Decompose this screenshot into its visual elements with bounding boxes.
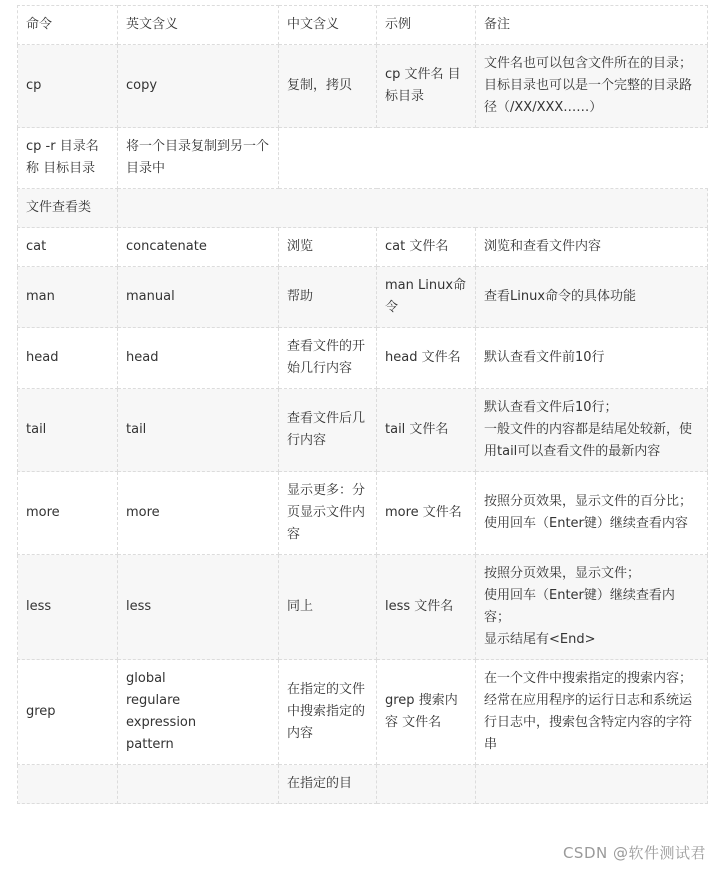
cell-example: cat 文件名 (377, 228, 476, 267)
cell-command: man (18, 267, 118, 328)
cell-english: 将一个目录复制到另一个目录中 (118, 128, 279, 189)
header-cell: 英文含义 (118, 6, 279, 45)
header-cell: 备注 (476, 6, 708, 45)
cell-note (476, 45, 708, 128)
english-line: expression (126, 715, 197, 730)
cell-command (18, 765, 118, 804)
cell-command: head (18, 328, 118, 389)
table-row (18, 765, 708, 804)
cell-note (476, 555, 708, 660)
english-line: global (126, 671, 166, 686)
cell-command: grep (18, 660, 118, 765)
cell-chinese: 同上 (279, 555, 377, 660)
table-row (18, 660, 708, 765)
note-line: 默认查看文件后10行； (484, 400, 618, 415)
cell-example: man Linux命令 (377, 267, 476, 328)
note-line: 按照分页效果，显示文件的百分比； (484, 494, 693, 509)
cell-command: cp (18, 45, 118, 128)
cell-chinese: 在指定的目 (279, 765, 377, 804)
cell-example: tail 文件名 (377, 389, 476, 472)
cell-command: cp -r 目录名称 目标目录 (18, 128, 118, 189)
table-row (18, 328, 708, 389)
cell-chinese: 显示更多：分页显示文件内容 (279, 472, 377, 555)
english-line: pattern (126, 737, 174, 752)
watermark: CSDN @软件测试君 (562, 844, 706, 862)
cell-chinese: 复制，拷贝 (279, 45, 377, 128)
cell-chinese: 查看文件的开始几行内容 (279, 328, 377, 389)
note-line: 一般文件的内容都是结尾处较新，使用tail可以查看文件的最新内容 (484, 422, 693, 459)
cell-english: head (118, 328, 279, 389)
header-cell: 示例 (377, 6, 476, 45)
cell-note: 默认查看文件前10行 (476, 328, 708, 389)
table-row (18, 128, 708, 189)
note-line: 使用回车（Enter键）继续查看内容 (484, 516, 688, 531)
header-cell: 命令 (18, 6, 118, 45)
cell-command: tail (18, 389, 118, 472)
cell-chinese: 浏览 (279, 228, 377, 267)
cell-chinese: 帮助 (279, 267, 377, 328)
cell-english (118, 765, 279, 804)
cell-example: more 文件名 (377, 472, 476, 555)
note-line: 在一个文件中搜索指定的搜索内容； (484, 671, 693, 686)
cell-english: less (118, 555, 279, 660)
command-table (17, 5, 708, 804)
note-line: 经常在应用程序的运行日志和系统运行日志中，搜索包含特定内容的字符串 (484, 693, 693, 752)
cell-english: more (118, 472, 279, 555)
section-label: 文件查看类 (18, 189, 118, 228)
note-line: 目标目录也可以是一个完整的目录路径（/XX/XXX……） (484, 78, 693, 115)
english-line: regulare (126, 693, 181, 708)
cell-english (118, 660, 279, 765)
cell-english: tail (118, 389, 279, 472)
cell-example: less 文件名 (377, 555, 476, 660)
table-row (18, 472, 708, 555)
cell-chinese: 在指定的文件中搜索指定的内容 (279, 660, 377, 765)
cell-example: grep 搜索内容 文件名 (377, 660, 476, 765)
cell-example: cp 文件名 目标目录 (377, 45, 476, 128)
table-row (18, 45, 708, 128)
note-line: 使用回车（Enter键）继续查看内容； (484, 588, 675, 625)
cell-command: cat (18, 228, 118, 267)
note-line: 文件名也可以包含文件所在的目录； (484, 56, 693, 71)
table-header-row (18, 6, 708, 45)
cell-example (377, 765, 476, 804)
table-row (18, 389, 708, 472)
cell-chinese: 查看文件后几行内容 (279, 389, 377, 472)
table-row (18, 555, 708, 660)
section-row (18, 189, 708, 228)
cell-example: head 文件名 (377, 328, 476, 389)
cell-note (476, 389, 708, 472)
note-line: 显示结尾有<End> (484, 632, 596, 647)
note-line: 按照分页效果，显示文件； (484, 566, 641, 581)
cell-note (476, 765, 708, 804)
cell-command: less (18, 555, 118, 660)
table-row (18, 228, 708, 267)
cell-note (476, 472, 708, 555)
cell-english: concatenate (118, 228, 279, 267)
cell-empty (118, 189, 708, 228)
cell-note (476, 660, 708, 765)
cell-note: 浏览和查看文件内容 (476, 228, 708, 267)
cell-note: 查看Linux命令的具体功能 (476, 267, 708, 328)
cell-command: more (18, 472, 118, 555)
cell-english: copy (118, 45, 279, 128)
cell-empty (279, 128, 708, 189)
table-row (18, 267, 708, 328)
header-cell: 中文含义 (279, 6, 377, 45)
cell-english: manual (118, 267, 279, 328)
